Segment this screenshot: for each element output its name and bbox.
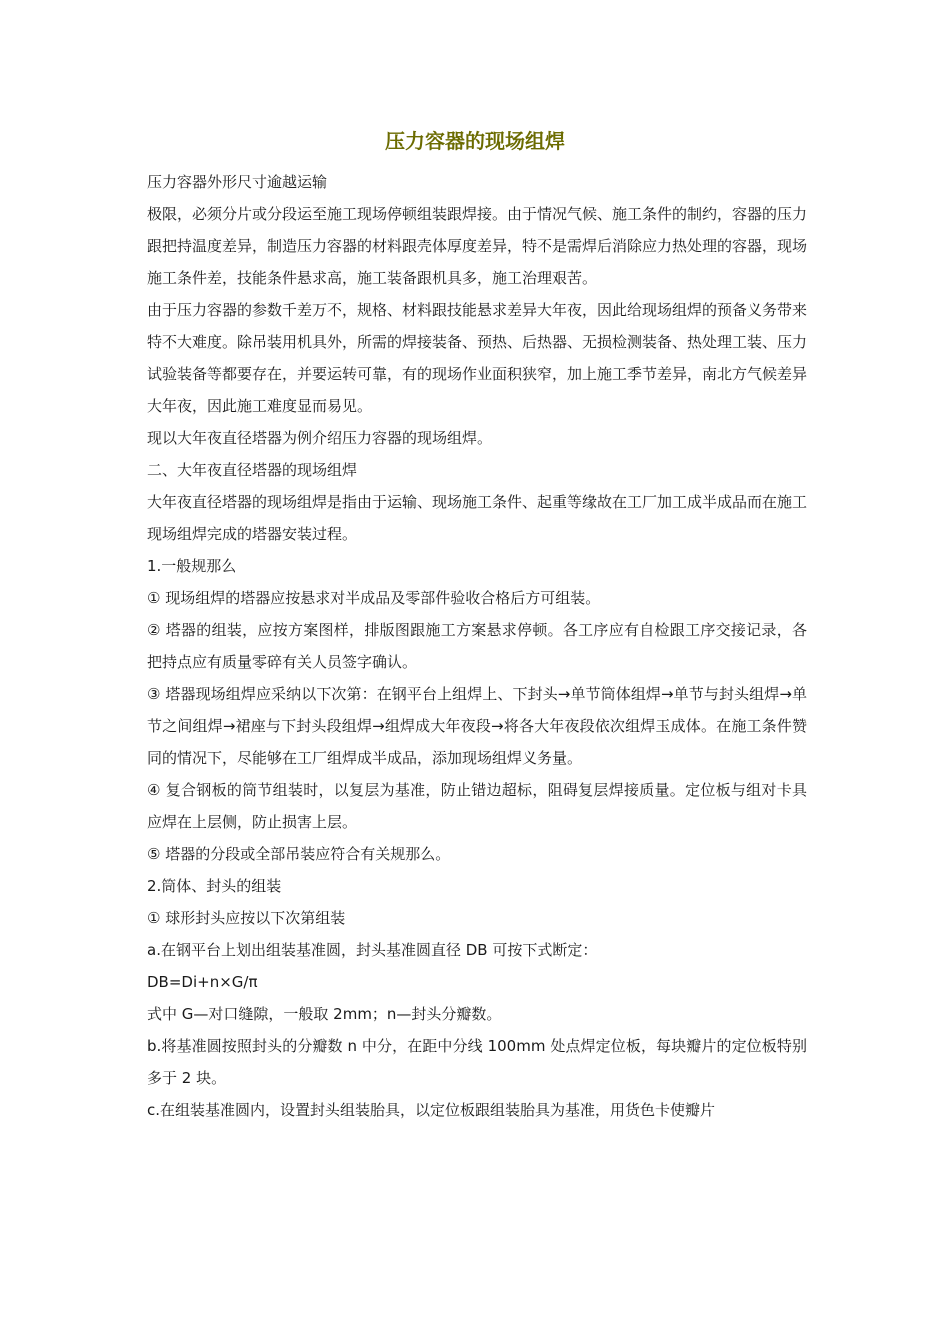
subsection-heading: 1.一般规那么 [147, 557, 237, 575]
formula: DB=Di+n×G/π [147, 973, 258, 991]
paragraph: 由于压力容器的参数千差万不，规格、材料跟技能悬求差异大年夜，因此给现场组焊的预备义务带来特不大难度。除吊装用机具外，所需的焊接装备、预热、后热器、无损检测装备、热处理工装、压力试验装备等都要存在，并要运转可靠，有的现场作业面积狭窄，加上施工季节差异，南北方气候差异大年夜，因此施工难度显而易见。 [147, 301, 808, 415]
list-item: b.将基准圆按照封头的分瓣数 n 中分，在距中分线 100mm 处点焊定位板，每块瓣片的定位板特别多于 2 块。 [147, 1037, 807, 1087]
paragraph: 大年夜直径塔器的现场组焊是指由于运输、现场施工条件、起重等缘故在工厂加工成半成品而在施工现场组焊完成的塔器安装过程。 [147, 493, 808, 543]
paragraph: 极限，必须分片或分段运至施工现场停顿组装跟焊接。由于情况气候、施工条件的制约，容器的压力跟把持温度差异，制造压力容器的材料跟壳体厚度差异，特不是需焊后消除应力热处理的容器，现场施工条件差，技能条件悬求高，施工装备跟机具多，施工治理艰苦。 [147, 205, 808, 287]
list-item: c.在组装基准圆内，设置封头组装胎具，以定位板跟组装胎具为基准，用货色卡使瓣片 [147, 1101, 716, 1119]
list-item: ⑤ 塔器的分段或全部吊装应符合有关规那么。 [147, 845, 451, 863]
section-heading: 二、大年夜直径塔器的现场组焊 [147, 461, 358, 479]
list-item: ② 塔器的组装，应按方案图样，排版图跟施工方案悬求停顿。各工序应有自检跟工序交接记录，各把持点应有质量零碎有关人员签字确认。 [147, 621, 807, 671]
paragraph: 现以大年夜直径塔器为例介绍压力容器的现场组焊。 [147, 429, 493, 447]
list-item: ① 现场组焊的塔器应按悬求对半成品及零部件验收合格后方可组装。 [147, 589, 601, 607]
paragraph: 压力容器外形尺寸逾越运输 [147, 173, 328, 191]
list-item: a.在钢平台上划出组装基准圆，封头基准圆直径 DB 可按下式断定： [147, 941, 598, 959]
paragraph: 式中 G—对口缝隙，一般取 2mm；n—封头分瓣数。 [147, 1005, 502, 1023]
document-body [147, 166, 807, 1126]
document-title: 压力容器的现场组焊 [385, 129, 565, 153]
list-item: ③ 塔器现场组焊应采纳以下次第：在钢平台上组焊上、下封头→单节筒体组焊→单节与封头组焊→单节之间组焊→裙座与下封头段组焊→组焊成大年夜段→将各大年夜段依次组焊玉成体。在施工条件赞同的情况下，尽能够在工厂组焊成半成品，添加现场组焊义务量。 [147, 685, 807, 767]
list-item: ① 球形封头应按以下次第组装 [147, 909, 346, 927]
subsection-heading: 2.筒体、封头的组装 [147, 877, 282, 895]
list-item: ④ 复合钢板的筒节组装时，以复层为基准，防止错边超标，阻碍复层焊接质量。定位板与组对卡具应焊在上层侧，防止损害上层。 [147, 781, 807, 831]
